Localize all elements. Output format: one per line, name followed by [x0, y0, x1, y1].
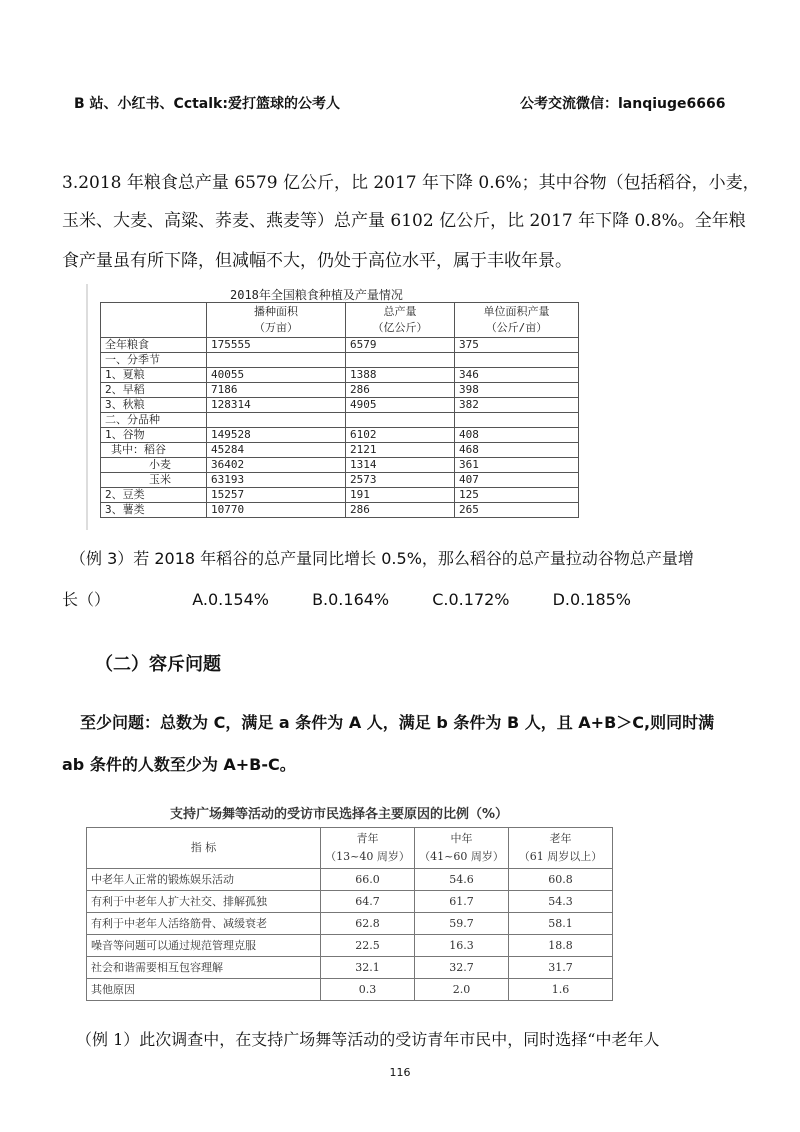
table-cell: 7186 — [207, 383, 346, 398]
table-cell: 61.7 — [415, 891, 509, 913]
survey-table — [86, 827, 613, 1001]
table-cell — [207, 413, 346, 428]
table-cell: 286 — [346, 503, 455, 518]
table-cell: 2573 — [346, 473, 455, 488]
table-cell: 64.7 — [321, 891, 415, 913]
table-cell: 1、谷物 — [101, 428, 207, 443]
table1-title: 2018年全国粮食种植及产量情况 — [230, 288, 403, 302]
question-options-row — [62, 587, 631, 610]
table-cell — [455, 413, 579, 428]
question-stem-end: 长（） — [62, 590, 111, 609]
table-cell: 128314 — [207, 398, 346, 413]
table-cell: 3、薯类 — [101, 503, 207, 518]
table-cell — [346, 413, 455, 428]
table-cell: 62.8 — [321, 913, 415, 935]
table-cell: 6102 — [346, 428, 455, 443]
table-cell: 小麦 — [101, 458, 207, 473]
paragraph-line: 3.2018 年粮食总产量 6579 亿公斤，比 2017 年下降 0.6%；其中谷物（包括稻谷，小麦， — [62, 173, 760, 193]
scan-edge — [86, 284, 88, 530]
table-cell: 10770 — [207, 503, 346, 518]
table-cell: 375 — [455, 338, 579, 353]
table-cell: 2.0 — [415, 979, 509, 1001]
table-cell: 54.3 — [509, 891, 613, 913]
grain-table — [100, 302, 579, 518]
paragraph-line: 玉米、大麦、高粱、荞麦、燕麦等）总产量 6102 亿公斤，比 2017 年下降 0.8%。全年粮 — [62, 211, 746, 231]
table-header-cell: 老年 （61 周岁以上） — [509, 828, 613, 869]
table-header-cell: 指 标 — [87, 828, 321, 869]
table-cell: 346 — [455, 368, 579, 383]
table-cell: 382 — [455, 398, 579, 413]
table-cell: 40055 — [207, 368, 346, 383]
table-header-row — [87, 828, 613, 869]
table-cell: 有利于中老年人活络筋骨、减缓衰老 — [87, 913, 321, 935]
table-row — [101, 458, 579, 473]
table-header-cell: 播种面积 （万亩） — [207, 303, 346, 338]
table-header-cell: 单位面积产量 （公斤/亩） — [455, 303, 579, 338]
table-cell: 2、豆类 — [101, 488, 207, 503]
option-c: C.0.172% — [432, 590, 510, 609]
table-cell: 398 — [455, 383, 579, 398]
table-cell: 361 — [455, 458, 579, 473]
table-cell — [346, 353, 455, 368]
table-cell: 22.5 — [321, 935, 415, 957]
table-cell: 32.7 — [415, 957, 509, 979]
header-right-text: 公考交流微信：lanqiuge6666 — [520, 96, 726, 112]
table-cell: 一、分季节 — [101, 353, 207, 368]
table-cell: 其中：稻谷 — [101, 443, 207, 458]
table-cell: 全年粮食 — [101, 338, 207, 353]
table-cell: 6579 — [346, 338, 455, 353]
table-cell: 66.0 — [321, 869, 415, 891]
header-left-text: B 站、小红书、Cctalk:爱打篮球的公考人 — [74, 96, 340, 112]
table-cell: 2、早稻 — [101, 383, 207, 398]
table-row — [101, 488, 579, 503]
table-cell: 31.7 — [509, 957, 613, 979]
table-row — [87, 979, 613, 1001]
table-cell: 0.3 — [321, 979, 415, 1001]
rule-text: 至少问题：总数为 C，满足 a 条件为 A 人，满足 b 条件为 B 人，且 A+B＞C,则同时满 — [80, 713, 715, 732]
table-row — [101, 368, 579, 383]
table-cell: 63193 — [207, 473, 346, 488]
table-cell: 4905 — [346, 398, 455, 413]
table-cell: 玉米 — [101, 473, 207, 488]
table-cell: 58.1 — [509, 913, 613, 935]
table-cell: 45284 — [207, 443, 346, 458]
table-row — [101, 383, 579, 398]
table-cell: 15257 — [207, 488, 346, 503]
table-cell: 16.3 — [415, 935, 509, 957]
table-cell: 191 — [346, 488, 455, 503]
option-b: B.0.164% — [312, 590, 390, 609]
table2-title: 支持广场舞等活动的受访市民选择各主要原因的比例（%） — [170, 807, 509, 822]
table-header-cell: 总产量 （亿公斤） — [346, 303, 455, 338]
table-body — [87, 869, 613, 1001]
table-row — [101, 428, 579, 443]
table-body — [101, 338, 579, 518]
question-stem: （例 1）此次调查中，在支持广场舞等活动的受访青年市民中，同时选择“中老年人 — [76, 1030, 660, 1049]
table-cell: 1、夏粮 — [101, 368, 207, 383]
table-cell: 1.6 — [509, 979, 613, 1001]
table-cell: 60.8 — [509, 869, 613, 891]
table-cell: 噪音等问题可以通过规范管理克服 — [87, 935, 321, 957]
table-header-cell: 青年 （13~40 周岁） — [321, 828, 415, 869]
section-title: （二）容斥问题 — [95, 654, 221, 675]
table-cell: 其他原因 — [87, 979, 321, 1001]
table-header-cell — [101, 303, 207, 338]
table-row — [101, 503, 579, 518]
table-row — [87, 913, 613, 935]
table-cell: 149528 — [207, 428, 346, 443]
table-cell: 1314 — [346, 458, 455, 473]
option-a: A.0.154% — [192, 590, 269, 609]
paragraph-line: 食产量虽有所下降，但减幅不大，仍处于高位水平，属于丰收年景。 — [62, 251, 572, 271]
table-row — [87, 935, 613, 957]
option-d: D.0.185% — [552, 590, 632, 609]
table-cell: 175555 — [207, 338, 346, 353]
table-cell: 125 — [455, 488, 579, 503]
table-row — [87, 891, 613, 913]
table-cell: 社会和谐需要相互包容理解 — [87, 957, 321, 979]
table-cell — [207, 353, 346, 368]
table-cell: 32.1 — [321, 957, 415, 979]
table-header-row — [101, 303, 579, 338]
table-cell: 468 — [455, 443, 579, 458]
table-cell: 54.6 — [415, 869, 509, 891]
table-cell: 1388 — [346, 368, 455, 383]
table-row — [101, 353, 579, 368]
table-cell — [455, 353, 579, 368]
table-header-cell: 中年 （41~60 周岁） — [415, 828, 509, 869]
table-cell: 408 — [455, 428, 579, 443]
table-cell: 有利于中老年人扩大社交、排解孤独 — [87, 891, 321, 913]
table-cell: 18.8 — [509, 935, 613, 957]
rule-text: ab 条件的人数至少为 A+B-C。 — [62, 755, 296, 774]
table-row — [101, 443, 579, 458]
question-stem: （例 3）若 2018 年稻谷的总产量同比增长 0.5%，那么稻谷的总产量拉动谷物总产量增 — [70, 549, 694, 568]
table-cell: 3、秋粮 — [101, 398, 207, 413]
table-cell: 407 — [455, 473, 579, 488]
table-cell: 36402 — [207, 458, 346, 473]
table-row — [101, 398, 579, 413]
table-cell: 265 — [455, 503, 579, 518]
table-row — [87, 869, 613, 891]
table-row — [87, 957, 613, 979]
table-cell: 二、分品种 — [101, 413, 207, 428]
table-row — [101, 338, 579, 353]
table-cell: 中老年人正常的锻炼娱乐活动 — [87, 869, 321, 891]
table-cell: 286 — [346, 383, 455, 398]
table-cell: 2121 — [346, 443, 455, 458]
table-row — [101, 413, 579, 428]
table-row — [101, 473, 579, 488]
page-number: 116 — [389, 1066, 411, 1079]
table-cell: 59.7 — [415, 913, 509, 935]
